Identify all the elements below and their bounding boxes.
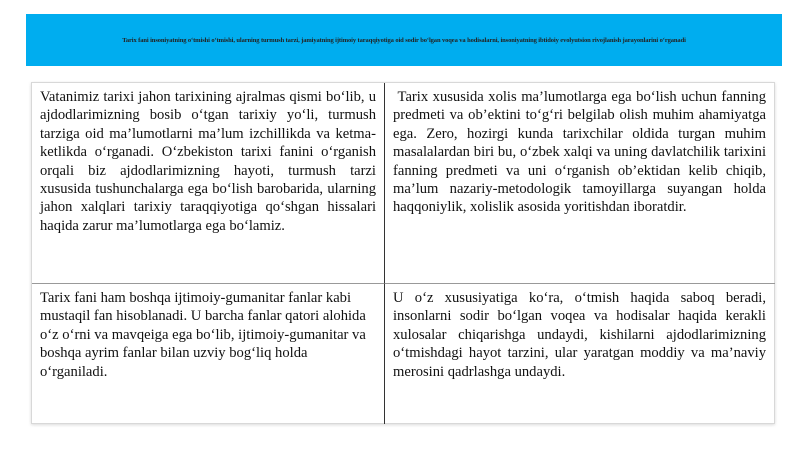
cell-top-right xyxy=(384,83,775,283)
cell-bottom-left: Tarix fani ham boshqa ijtimoiy-gumanitar fanlar kabi mustaqil fan hisoblanadi. U barcha fanlar qatori alohida o‘z o‘rni va mavqeiga ega bo‘lib, ijtimoiy-gumanitar va boshqa ayrim fanlar bilan uzviy bog‘liq holda o‘rganiladi. xyxy=(32,283,384,424)
slide-title: Tarix fani insoniyatning o‘tmishi o‘tmishi, ularning turmush tarzi, jamiyatning ijtimoiy taraqqiyotiga oid sodir bo‘lgan voqea va hodisalarni, insoniyatning ibtidoiy evolyutsion rivojlanish jarayonlarini o‘rganadi xyxy=(122,36,686,44)
cell-bottom-right: U o‘z xususiyatiga ko‘ra, o‘tmish haqida saboq beradi, insonlarni sodir bo‘lgan voqea va hodisalar haqida kerakli xulosalar chiqarishga undaydi, kishilarni ajdodlarimizning o‘tmishdagi hayot tarzini, ular yaratgan moddiy va ma’naviy merosini qadrlashga undaydi. xyxy=(384,283,775,424)
cell-top-left: Vatanimiz tarixi jahon tarixining ajralmas qismi bo‘lib, u ajdodlarimizning bosib o‘tgan tarixiy yo‘li, turmush tarziga oid ma’lumotlarni ma’lum izchillikda va ketma-ketlikda o‘rganadi. O‘zbekiston tarixi fanini o‘rganish orqali biz ajdodlarimizning hayoti, turmush tarzi xususida tushunchalarga ega bo‘lish barobarida, ularning jahon xalqlari tarixiy taraqqiyotiga qo‘shgan hissalari haqida zarur ma’lumotlarga ega bo‘lamiz. xyxy=(40,89,376,234)
cell-top-right-text: Tarix xususida xolis ma’lumotlarga ega bo‘lish uchun fanning predmeti va ob’ektini to‘g‘ri belgilab olish muhim ahamiyatga ega. Zero, hozirgi kunda tarixchilar oldida turgan muhim masalalardan biri bu, o‘zbek xalqi va uning davlatchilik tarixini fanning predmeti va uni o‘rganish ob’ektidan kelib chiqib, ma’lum nazariy-metodologik tamoyillarga suyangan holda haqqoniylik, xolislik asosida yoritishdan iboratdir. xyxy=(393,89,767,216)
content-table xyxy=(31,82,775,424)
title-banner xyxy=(26,14,782,66)
